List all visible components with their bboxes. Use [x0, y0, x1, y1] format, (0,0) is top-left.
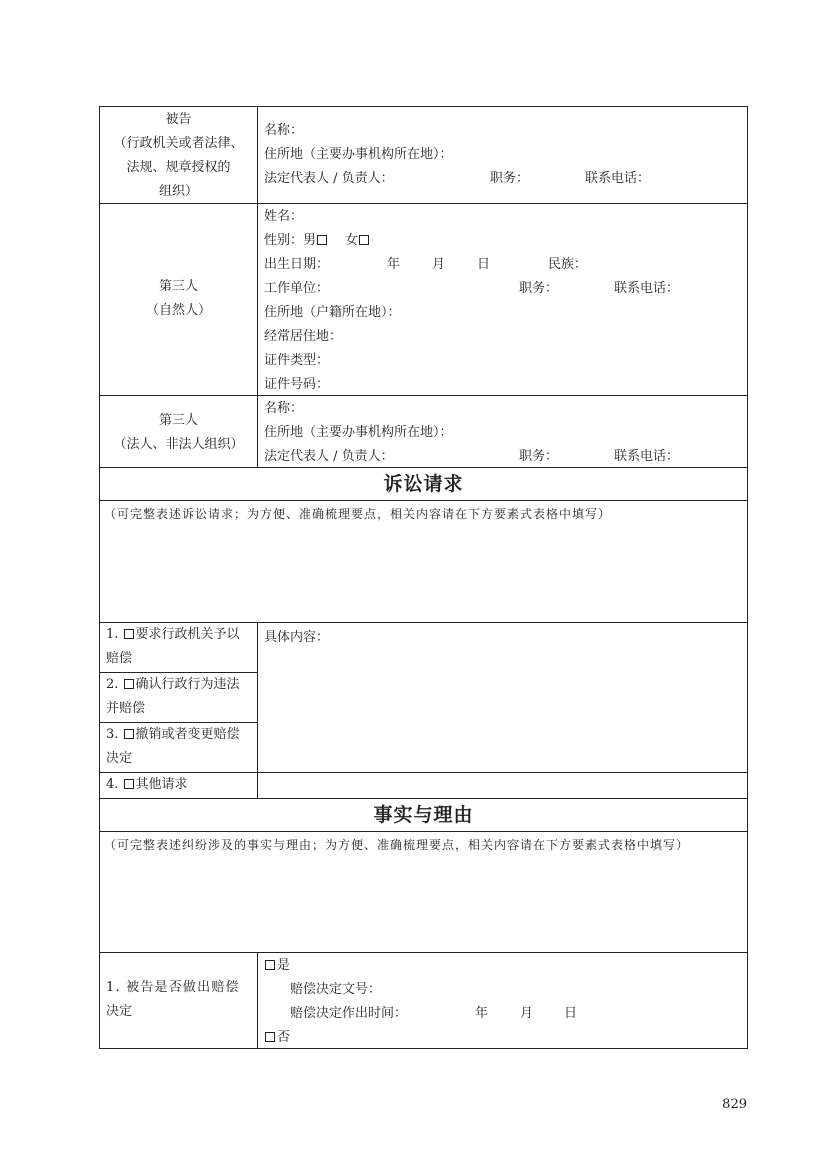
defendant-label: 被告 （行政机关或者法律、 法规、规章授权的 组织） [113, 112, 244, 199]
birth-day-label: 日 [477, 257, 491, 272]
claim-3-checkbox[interactable] [124, 729, 134, 739]
residence-field: 经常居住地： [264, 329, 343, 344]
female-label: 女 [345, 233, 359, 248]
claim-4-checkbox[interactable] [124, 779, 134, 789]
claim-4-text: 其他请求 [135, 777, 188, 792]
facts-note: （可完整表述纠纷涉及的事实与理由；为方便、准确梳理要点，相关内容请在下方要素式表格中填写） [104, 838, 690, 852]
legal-position-field: 职务： [519, 449, 559, 464]
work-unit-field: 工作单位： [264, 281, 330, 296]
claim-3-text-cont: 决定 [106, 751, 133, 766]
row-divider [100, 395, 747, 396]
claim-2-text-cont: 并赔偿 [106, 701, 146, 716]
claim-2-checkbox[interactable] [124, 679, 134, 689]
question-1-label: 1. 被告是否做出赔偿 决定 [106, 980, 240, 1019]
male-label: 男 [303, 233, 317, 248]
natural-phone-field: 联系电话： [614, 281, 680, 296]
decision-month-label: 月 [520, 1006, 534, 1021]
natural-position-field: 职务： [519, 281, 559, 296]
male-checkbox[interactable] [317, 235, 327, 245]
third-party-natural-label: 第三人 （自然人） [145, 279, 211, 318]
specific-content-label: 具体内容： [264, 630, 330, 645]
legal-rep-field: 法定代表人 / 负责人： [264, 449, 394, 464]
claim-option-4[interactable]: 4. 其他请求 [106, 777, 188, 792]
decision-no-option[interactable] [264, 1026, 290, 1050]
no-label: 否 [277, 1030, 291, 1045]
defendant-position-field: 职务： [490, 171, 530, 186]
defendant-rep-field: 法定代表人 / 负责人： [264, 171, 394, 186]
table-border-bottom [100, 1048, 747, 1049]
claim-2-text: 确认行政行为违法 [135, 677, 240, 692]
column-divider [257, 622, 258, 798]
legal-name-field: 名称： [264, 401, 304, 416]
row-divider [100, 952, 747, 953]
claims-section-title: 诉讼请求 [383, 473, 464, 495]
claim-option-1[interactable]: 1. 要求行政机关予以 赔偿 [106, 627, 240, 666]
row-divider [100, 831, 747, 832]
decision-year-label: 年 [475, 1006, 489, 1021]
table-border-top [100, 106, 747, 107]
gender-field [264, 229, 371, 253]
birth-month-label: 月 [432, 257, 446, 272]
facts-section-title: 事实与理由 [373, 804, 474, 826]
decision-time-field: 赔偿决定作出时间： [290, 1006, 408, 1021]
natural-address-field: 住所地（户籍所在地）： [264, 305, 401, 320]
yes-checkbox[interactable] [265, 960, 275, 970]
decision-day-label: 日 [564, 1006, 578, 1021]
column-divider [257, 952, 258, 1048]
claim-1-text-cont: 赔偿 [106, 651, 133, 666]
id-number-field: 证件号码： [264, 377, 330, 392]
decision-yes-option[interactable] [264, 954, 290, 978]
legal-phone-field: 联系电话： [614, 449, 680, 464]
gender-label: 性别： [264, 233, 304, 248]
page-number: 829 [722, 1097, 747, 1112]
birth-date-label: 出生日期： [264, 257, 330, 272]
facts-free-text-area[interactable] [100, 858, 747, 951]
claim-1-text: 要求行政机关予以 [135, 627, 240, 642]
claim-1-checkbox[interactable] [124, 629, 134, 639]
complaint-form-table [99, 106, 748, 1049]
row-divider [100, 500, 747, 501]
id-type-field: 证件类型： [264, 353, 330, 368]
defendant-address-field: 住所地（主要办事机构所在地）： [264, 147, 453, 162]
female-checkbox[interactable] [359, 235, 369, 245]
claim-option-3[interactable]: 3. 撤销或者变更赔偿 决定 [106, 727, 240, 766]
no-checkbox[interactable] [265, 1032, 275, 1042]
decision-number-field: 赔偿决定文号： [290, 982, 382, 997]
defendant-name-field: 名称： [264, 123, 304, 138]
claim-3-text: 撤销或者变更赔偿 [135, 727, 240, 742]
defendant-phone-field: 联系电话： [585, 171, 651, 186]
claim-option-2[interactable]: 2. 确认行政行为违法 并赔偿 [106, 677, 240, 716]
third-party-legal-label: 第三人 （法人、非法人组织） [113, 413, 244, 452]
legal-address-field: 住所地（主要办事机构所在地）： [264, 425, 453, 440]
column-divider [257, 106, 258, 467]
claims-note: （可完整表述诉讼请求；为方便、准确梳理要点，相关内容请在下方要素式表格中填写） [104, 507, 612, 521]
yes-label: 是 [277, 958, 291, 973]
natural-name-field: 姓名： [264, 209, 304, 224]
ethnic-label: 民族： [548, 257, 588, 272]
birth-year-label: 年 [387, 257, 401, 272]
claims-free-text-area[interactable] [100, 526, 747, 621]
